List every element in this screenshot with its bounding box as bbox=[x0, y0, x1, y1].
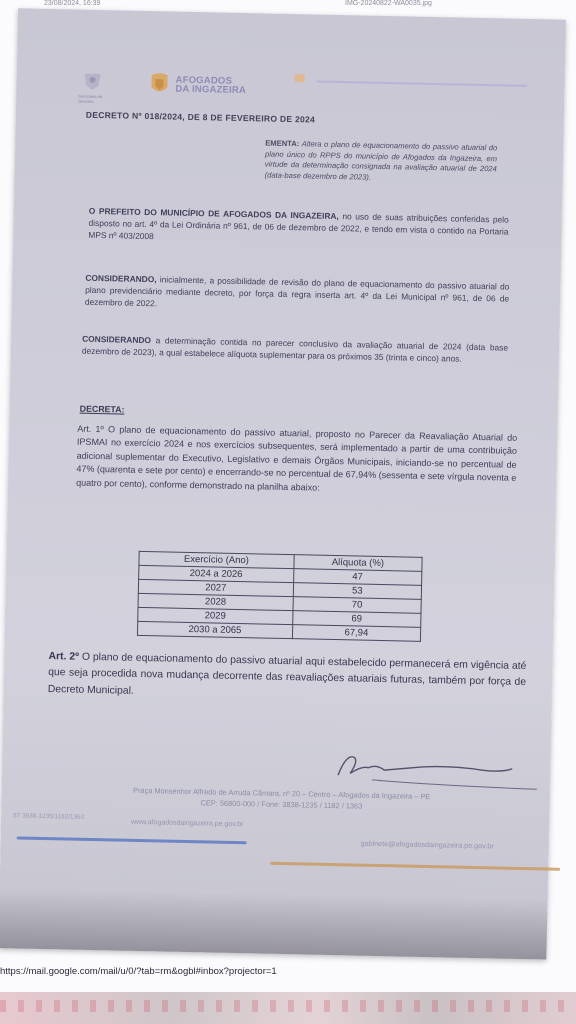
table-cell-year: 2028 bbox=[138, 593, 293, 610]
preamble-paragraph bbox=[88, 205, 509, 250]
table-cell-rate: 47 bbox=[293, 569, 422, 586]
article-2 bbox=[48, 649, 527, 708]
footer-email: gabinete@afogadosdaingazeira.pe.gov.br bbox=[360, 838, 494, 851]
table-cell-year: 2024 a 2026 bbox=[139, 565, 294, 582]
article-1 bbox=[76, 423, 517, 499]
preamble-lead: O PREFEITO DO MUNICÍPIO DE AFOGADOS DA INGAZEIRA, bbox=[88, 205, 339, 222]
considerando-lead-1: CONSIDERANDO, bbox=[85, 272, 157, 285]
table-cell-rate: 67,94 bbox=[292, 625, 421, 642]
table-cell-rate: 69 bbox=[292, 611, 421, 628]
ementa-label: EMENTA: bbox=[265, 138, 300, 149]
letterhead-logo bbox=[78, 68, 299, 113]
ementa-block bbox=[265, 138, 498, 185]
document-shadow bbox=[0, 888, 548, 959]
considerando-paragraph-2 bbox=[82, 333, 508, 366]
article-1-label: Art. 1º bbox=[77, 423, 104, 435]
photographed-document bbox=[0, 8, 566, 959]
decreta-heading: DECRETA: bbox=[79, 403, 125, 415]
aliquota-table bbox=[137, 551, 423, 642]
print-timestamp: 23/08/2024, 16:39 bbox=[44, 0, 101, 7]
table-cell-rate: 70 bbox=[293, 597, 422, 614]
brand-name bbox=[175, 76, 246, 95]
footer-website: www.afogadosdaingazeira.pe.gov.br bbox=[130, 818, 244, 829]
brand-line-2: DA INGAZEIRA bbox=[175, 83, 247, 97]
header-aliquota: Alíquota (%) bbox=[294, 555, 423, 572]
table-cell-rate: 53 bbox=[293, 583, 422, 600]
header-accent-mark bbox=[295, 74, 305, 82]
article-2-label: Art. 2º bbox=[48, 651, 80, 663]
table-cell-year: 2027 bbox=[138, 579, 293, 596]
ementa-text: Altera o plano de equacionamento do passivo atuarial do plano único do RPPS do município de Afogados da Ingazeira, em virtude da determinação consignada na avaliação atuarial de 2024 (data-base dezembro de 2023). bbox=[264, 139, 498, 182]
coat-of-arms-icon bbox=[80, 72, 104, 92]
footer-cep-phone: CEP: 56800-000 / Fone: 3838-1235 / 1182 / 1363 bbox=[200, 798, 363, 811]
brand-line-1: AFOGADOS bbox=[175, 74, 233, 87]
considerando-lead-2: CONSIDERANDO bbox=[82, 333, 152, 346]
crest-caption: Secretaria de Governo bbox=[78, 93, 103, 104]
footer-address: Praça Monsenhor Alfredo de Arruda Câmara, nº 20 – Centro – Afogados da Ingazeira – PE bbox=[132, 785, 431, 802]
article-2-text: O plano de equacionamento do passivo atuarial aqui estabelecido permanecerá em vigência até que seja procedida nova mudança decorrente das reavaliações atuariais futuras, também por força de Decreto Municipal. bbox=[47, 651, 527, 697]
footer-phone: 87 3838-1235/1182/1363 bbox=[13, 812, 85, 821]
signature-scribble bbox=[332, 743, 543, 791]
print-url: https://mail.google.com/mail/u/0/?tab=rm&ogbl#inbox?projector=1 bbox=[0, 966, 277, 977]
header-divider bbox=[317, 81, 527, 87]
header-exercicio: Exercício (Ano) bbox=[139, 551, 294, 568]
preamble-text: no uso de suas atribuições conferidas pelo disposto no art. 4º da Lei Ordinária nº 961, de 06 de dezembro de 2022, e tendo em vista o contido na Portaria MPS nº 403/2008 bbox=[88, 211, 509, 242]
city-emblem-icon bbox=[148, 71, 171, 97]
article-1-text: O plano de equacionamento do passivo atuarial, proposto no Parecer da Reavaliação Atuarial do IPSMAI no exercício 2024 e nos exercícios subsequentes, será implementado a partir de uma contribuição adicional suplementar do Executivo, Legislativo e demais Órgãos Municipais, iniciando-se no percentual de 47% (quarenta e sete por cento) e encerrando-se no percentual de 67,94% (sessenta e sete vírgula noventa e quatro por cento), conforme demonstrado na planilha abaixo: bbox=[76, 424, 518, 493]
considerando-paragraph-1 bbox=[85, 272, 510, 317]
print-file-name: IMG-20240822-WA0035.jpg bbox=[345, 0, 432, 7]
table-cell-year: 2030 a 2065 bbox=[137, 621, 292, 638]
considerando-text-2: a determinação contida no parecer conclusivo da avaliação atuarial de 2024 (data base dezembro de 2023), a qual estabelece alíquota suplementar para os próximos 35 (trinta e cinco) anos. bbox=[81, 335, 509, 364]
decree-title: DECRETO Nº 018/2024, DE 8 DE FEVEREIRO DE 2024 bbox=[85, 109, 316, 125]
footer-blue-bar bbox=[17, 836, 247, 844]
background-fabric bbox=[0, 992, 576, 1024]
footer-orange-bar bbox=[270, 862, 560, 871]
considerando-text-1: inicialmente, a possibilidade de revisão do plano de equacionamento do passivo atuarial do plano previdenciário mediante decreto, por força da regra inserta art. 4º da Lei Municipal nº 961, de 06 de dezembro de 2022. bbox=[84, 274, 510, 309]
table-cell-year: 2029 bbox=[138, 607, 293, 624]
